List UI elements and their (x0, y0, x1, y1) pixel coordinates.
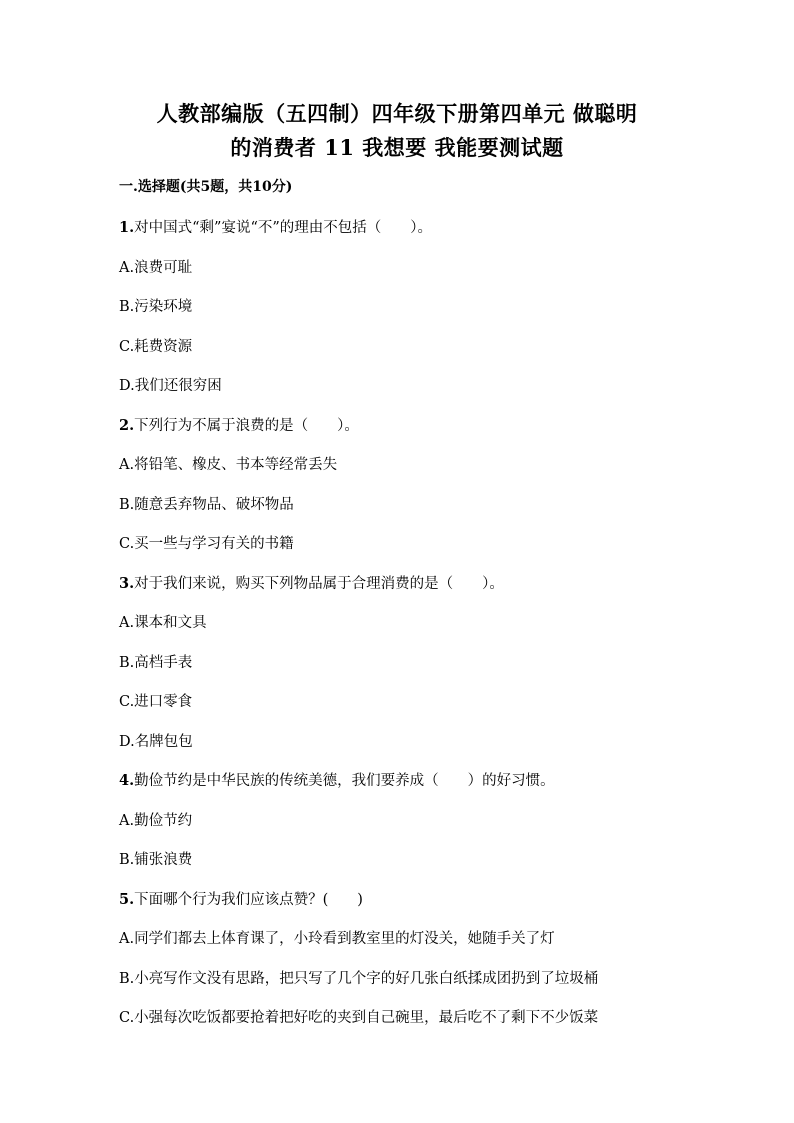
question-4 (119, 769, 555, 790)
question-1 (119, 216, 432, 237)
question-number: 1. (119, 219, 135, 236)
document-title-line-1: 人教部编版（五四制）四年级下册第四单元 做聪明 (156, 101, 638, 126)
question-text: 下面哪个行为我们应该点赞？( ) (134, 892, 363, 908)
question-1-option-b: B.污染环境 (119, 299, 193, 315)
question-text: 对于我们来说，购买下列物品属于合理消费的是（ ）。 (134, 576, 504, 592)
section-heading: 一.选择题(共5题，共10分) (119, 179, 293, 195)
question-3-option-b: B.高档手表 (119, 655, 193, 671)
question-5-option-a: A.同学们都去上体育课了，小玲看到教室里的灯没关，她随手关了灯 (119, 931, 555, 947)
question-5-option-b: B.小亮写作文没有思路，把只写了几个字的好几张白纸揉成团扔到了垃圾桶 (119, 971, 599, 987)
question-1-option-d: D.我们还很穷困 (119, 378, 222, 394)
question-4-option-b: B.铺张浪费 (119, 852, 193, 868)
question-number: 5. (119, 891, 135, 908)
question-text: 勤俭节约是中华民族的传统美德，我们要养成（ ）的好习惯。 (134, 773, 555, 789)
question-2-option-a: A.将铅笔、橡皮、书本等经常丢失 (119, 457, 338, 473)
question-3 (119, 572, 504, 593)
question-4-option-a: A.勤俭节约 (119, 813, 193, 829)
question-1-option-a: A.浪费可耻 (119, 260, 193, 276)
question-2-option-b: B.随意丢弃物品、破坏物品 (119, 497, 294, 513)
question-text: 对中国式“剩”宴说“不”的理由不包括（ ）。 (134, 220, 433, 236)
question-3-option-a: A.课本和文具 (119, 615, 207, 631)
question-number: 2. (119, 417, 135, 434)
question-text: 下列行为不属于浪费的是（ ）。 (134, 418, 359, 434)
document-title-line-2: 的消费者 11 我想要 我能要测试题 (230, 135, 564, 160)
question-number: 3. (119, 575, 135, 592)
question-5-option-c: C.小强每次吃饭都要抢着把好吃的夹到自己碗里，最后吃不了剩下不少饭菜 (119, 1010, 599, 1026)
question-number: 4. (119, 772, 135, 789)
question-1-option-c: C.耗费资源 (119, 339, 193, 355)
question-2-option-c: C.买一些与学习有关的书籍 (119, 536, 294, 552)
question-5 (119, 888, 363, 909)
question-3-option-c: C.进口零食 (119, 694, 193, 710)
question-3-option-d: D.名牌包包 (119, 734, 193, 750)
question-2 (119, 414, 359, 435)
